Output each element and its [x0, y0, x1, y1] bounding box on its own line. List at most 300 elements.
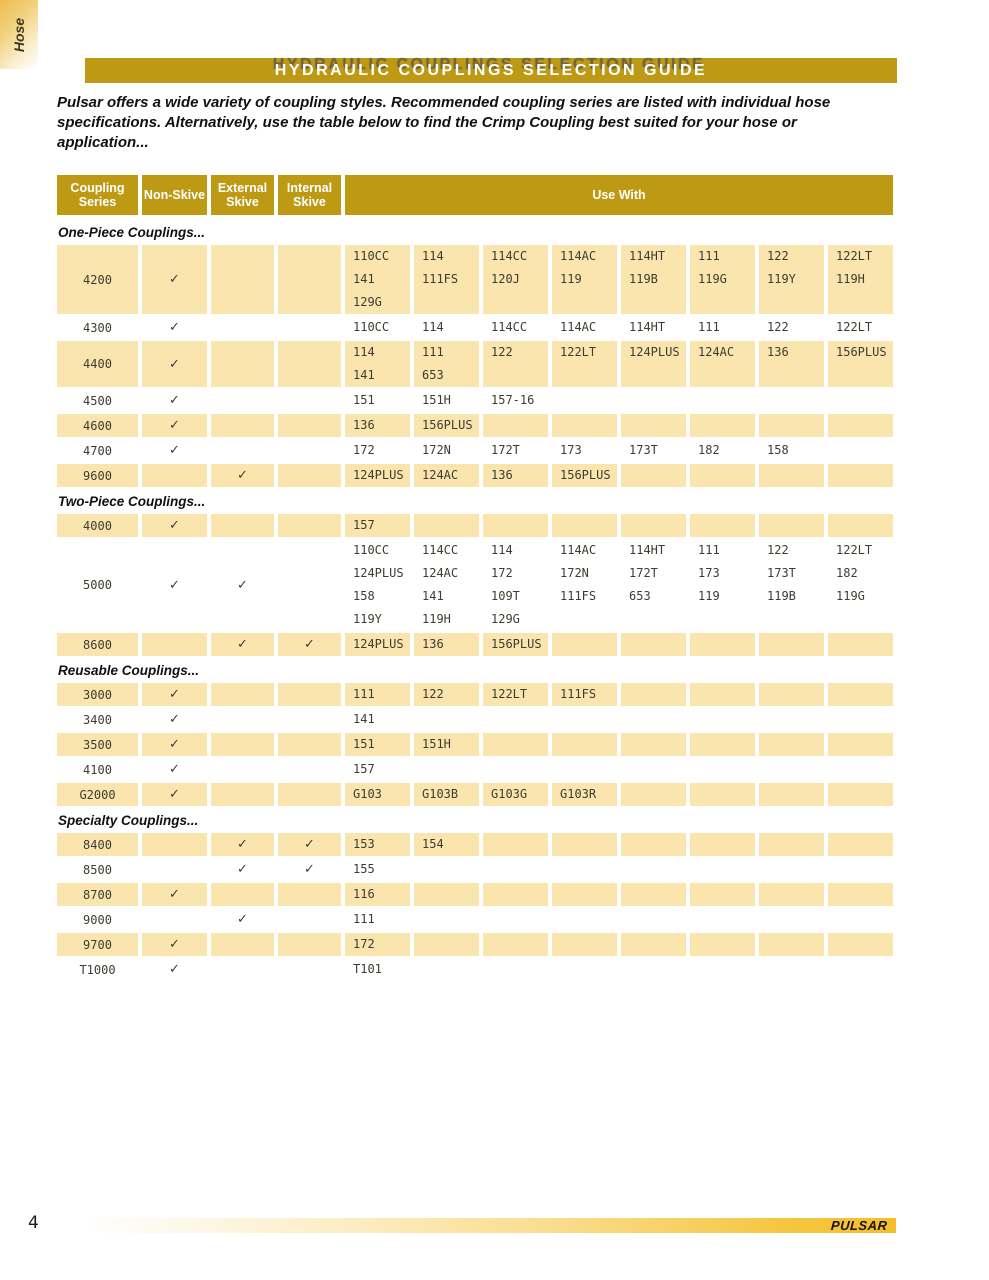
use-with-value: 156PLUS [560, 468, 611, 482]
use-with-value: 156PLUS [422, 418, 473, 432]
use-with-cell [828, 883, 893, 906]
internal-check-cell [278, 539, 341, 631]
use-with-cell [483, 733, 548, 756]
use-with-cell [414, 245, 479, 314]
use-with-cell [414, 908, 479, 931]
use-with-cell [414, 833, 479, 856]
use-with-cell [690, 958, 755, 981]
use-with-cell [345, 908, 410, 931]
use-with-value: 158 [767, 443, 789, 457]
use-with-value: 119B [629, 272, 658, 286]
use-with-cell [621, 958, 686, 981]
table-body [57, 220, 893, 981]
use-with-cell [690, 908, 755, 931]
use-with-cell [759, 341, 824, 387]
use-with-value: 114 [422, 320, 444, 334]
use-with-cell [621, 833, 686, 856]
use-with-cell [621, 858, 686, 881]
use-with-value: 129G [491, 612, 520, 626]
use-with-cell [759, 783, 824, 806]
use-with-value: 172 [353, 443, 375, 457]
use-with-cell [483, 439, 548, 462]
use-with-cell [552, 908, 617, 931]
use-with-cell [621, 733, 686, 756]
use-with-value: 173 [560, 443, 582, 457]
external-check-cell [211, 245, 274, 314]
use-with-cell [414, 883, 479, 906]
internal-check-cell [278, 908, 341, 931]
hose-side-tab [0, 0, 38, 69]
use-with-value: 119Y [353, 612, 382, 626]
use-with-cell [552, 316, 617, 339]
use-with-cell [759, 439, 824, 462]
use-with-cell [414, 858, 479, 881]
use-with-cell [828, 439, 893, 462]
non-skive-check-cell: ✓ [142, 245, 207, 314]
use-with-value: 172N [560, 566, 589, 580]
non-skive-check-cell [142, 858, 207, 881]
use-with-value: 111FS [560, 687, 597, 701]
use-with-cell [345, 633, 410, 656]
use-with-value: 151H [422, 737, 451, 751]
use-with-value: 156PLUS [836, 345, 887, 359]
use-with-cell [483, 514, 548, 537]
use-with-value: 119B [767, 589, 796, 603]
use-with-value: G103G [491, 787, 528, 801]
non-skive-check-cell: ✓ [142, 341, 207, 387]
use-with-cell [828, 539, 893, 631]
use-with-value: 124AC [422, 468, 459, 482]
use-with-value: 119G [698, 272, 727, 286]
use-with-cell [483, 833, 548, 856]
use-with-value: 122LT [560, 345, 597, 359]
use-with-value: 110CC [353, 320, 390, 334]
series-cell: 9600 [57, 464, 138, 487]
series-cell: 8700 [57, 883, 138, 906]
use-with-value: 116 [353, 887, 375, 901]
non-skive-check-cell: ✓ [142, 783, 207, 806]
use-with-cell [690, 783, 755, 806]
use-with-cell [483, 758, 548, 781]
use-with-value: 157 [353, 762, 375, 776]
internal-check-cell [278, 245, 341, 314]
series-cell: 4400 [57, 341, 138, 387]
use-with-cell [828, 958, 893, 981]
use-with-cell [483, 539, 548, 631]
external-check-cell [211, 389, 274, 412]
section-label: Specialty Couplings... [58, 813, 199, 828]
use-with-cell [759, 389, 824, 412]
use-with-cell [414, 389, 479, 412]
external-check-cell: ✓ [237, 577, 248, 593]
use-with-cell [552, 683, 617, 706]
internal-check-cell: ✓ [278, 833, 341, 856]
use-with-value: 119 [698, 589, 720, 603]
use-with-value: 114AC [560, 320, 597, 334]
header-use-with: Use With [345, 175, 893, 215]
use-with-value: 111 [353, 912, 375, 926]
use-with-cell [345, 833, 410, 856]
use-with-value: 111 [422, 345, 444, 359]
use-with-value: 141 [353, 712, 375, 726]
use-with-cell [483, 389, 548, 412]
use-with-cell [483, 633, 548, 656]
use-with-cell [828, 833, 893, 856]
use-with-cell [552, 464, 617, 487]
use-with-cell [828, 683, 893, 706]
use-with-value: 136 [422, 637, 444, 651]
external-check-cell [211, 933, 274, 956]
use-with-value: 156PLUS [491, 637, 542, 651]
use-with-cell [621, 758, 686, 781]
table-header-row [57, 175, 893, 215]
use-with-cell [621, 389, 686, 412]
use-with-value: 119H [836, 272, 865, 286]
use-with-cell [690, 683, 755, 706]
use-with-value: 114 [491, 543, 513, 557]
internal-check-cell [278, 758, 341, 781]
section-label: Reusable Couplings... [58, 663, 200, 678]
use-with-cell [552, 833, 617, 856]
use-with-cell [552, 341, 617, 387]
use-with-cell [345, 708, 410, 731]
use-with-value: 151 [353, 737, 375, 751]
use-with-value: 119G [836, 589, 865, 603]
page-title-bar [85, 58, 897, 83]
use-with-cell [828, 341, 893, 387]
use-with-value: G103R [560, 787, 597, 801]
use-with-cell [690, 733, 755, 756]
use-with-value: 114AC [560, 249, 597, 263]
non-skive-check-cell [142, 633, 207, 656]
use-with-cell [759, 908, 824, 931]
use-with-cell [552, 439, 617, 462]
series-cell: T1000 [79, 962, 116, 977]
use-with-value: 136 [767, 345, 789, 359]
external-check-cell [211, 683, 274, 706]
use-with-cell [552, 883, 617, 906]
series-cell: 3400 [83, 712, 112, 727]
use-with-value: 136 [491, 468, 513, 482]
use-with-value: G103B [422, 787, 459, 801]
use-with-value: 141 [353, 272, 375, 286]
use-with-value: 114HT [629, 249, 666, 263]
use-with-cell [759, 833, 824, 856]
non-skive-check-cell: ✓ [142, 514, 207, 537]
use-with-cell [345, 514, 410, 537]
non-skive-check-cell: ✓ [169, 393, 180, 408]
use-with-cell [621, 414, 686, 437]
use-with-cell [483, 245, 548, 314]
series-cell: 4200 [57, 245, 138, 314]
page-number: 4 [28, 1213, 39, 1233]
external-check-cell [211, 958, 274, 981]
use-with-cell [345, 733, 410, 756]
use-with-value: 124AC [422, 566, 459, 580]
external-check-cell [211, 883, 274, 906]
use-with-cell [345, 958, 410, 981]
use-with-cell [828, 389, 893, 412]
use-with-value: 114CC [422, 543, 459, 557]
use-with-cell [483, 858, 548, 881]
use-with-value: 122 [767, 249, 789, 263]
use-with-cell [621, 883, 686, 906]
use-with-cell [759, 933, 824, 956]
use-with-cell [345, 783, 410, 806]
external-check-cell [211, 316, 274, 339]
use-with-cell [690, 758, 755, 781]
header-external-skive: External Skive [211, 175, 274, 215]
series-cell: 4300 [83, 320, 112, 335]
use-with-cell [414, 539, 479, 631]
use-with-cell [690, 858, 755, 881]
use-with-cell [621, 908, 686, 931]
use-with-cell [828, 933, 893, 956]
internal-check-cell [278, 316, 341, 339]
use-with-cell [483, 464, 548, 487]
use-with-cell [828, 733, 893, 756]
use-with-cell [345, 883, 410, 906]
internal-check-cell [278, 341, 341, 387]
use-with-value: 173T [767, 566, 796, 580]
use-with-cell [414, 958, 479, 981]
page-title: HYDRAULIC COUPLINGS SELECTION GUIDE [274, 61, 708, 79]
use-with-value: 653 [422, 368, 444, 382]
use-with-cell [552, 858, 617, 881]
use-with-cell [414, 341, 479, 387]
use-with-cell [759, 539, 824, 631]
use-with-cell [759, 245, 824, 314]
series-cell: 4500 [83, 393, 112, 408]
use-with-cell [621, 633, 686, 656]
header-non-skive: Non-Skive [142, 175, 207, 215]
use-with-value: 111 [698, 543, 720, 557]
use-with-cell [552, 539, 617, 631]
use-with-cell [828, 514, 893, 537]
header-internal-skive: Internal Skive [278, 175, 341, 215]
series-cell: G2000 [57, 783, 138, 806]
use-with-value: 111FS [560, 589, 597, 603]
use-with-value: 157-16 [491, 393, 535, 407]
external-check-cell: ✓ [211, 633, 274, 656]
use-with-cell [345, 341, 410, 387]
use-with-value: 114HT [629, 320, 666, 334]
use-with-value: 136 [353, 418, 375, 432]
use-with-cell [552, 514, 617, 537]
external-check-cell [211, 439, 274, 462]
series-cell: 3500 [57, 733, 138, 756]
external-check-cell: ✓ [237, 862, 248, 877]
use-with-cell [552, 733, 617, 756]
use-with-cell [828, 708, 893, 731]
external-check-cell [211, 708, 274, 731]
use-with-value: 151H [422, 393, 451, 407]
use-with-cell [828, 858, 893, 881]
use-with-cell [690, 633, 755, 656]
use-with-cell [483, 341, 548, 387]
intro-line: Pulsar offers a wide variety of coupling styles. Recommended coupling series are listed with individual hose [57, 94, 831, 111]
use-with-value: 172T [491, 443, 520, 457]
non-skive-check-cell: ✓ [169, 320, 180, 335]
use-with-cell [414, 464, 479, 487]
use-with-value: 122 [422, 687, 444, 701]
use-with-cell [759, 733, 824, 756]
use-with-cell [759, 464, 824, 487]
external-check-cell: ✓ [211, 464, 274, 487]
use-with-value: 122 [767, 320, 789, 334]
use-with-cell [759, 316, 824, 339]
use-with-cell [690, 316, 755, 339]
use-with-cell [690, 414, 755, 437]
use-with-value: 111 [698, 249, 720, 263]
use-with-cell [345, 933, 410, 956]
internal-check-cell [278, 464, 341, 487]
use-with-value: 111FS [422, 272, 459, 286]
use-with-value: 151 [353, 393, 375, 407]
use-with-cell [621, 439, 686, 462]
use-with-value: T101 [353, 962, 382, 976]
use-with-value: 172 [491, 566, 513, 580]
intro-line: specifications. Alternatively, use the table below to find the Crimp Coupling best suited for your hose or [57, 114, 797, 131]
use-with-value: 109T [491, 589, 520, 603]
external-check-cell [211, 733, 274, 756]
use-with-value: 122LT [836, 249, 873, 263]
use-with-cell [552, 633, 617, 656]
use-with-cell [483, 883, 548, 906]
couplings-selection-table [57, 175, 893, 981]
use-with-cell [414, 514, 479, 537]
use-with-value: 141 [353, 368, 375, 382]
use-with-value: 110CC [353, 543, 390, 557]
use-with-value: 653 [629, 589, 651, 603]
use-with-value: 172N [422, 443, 451, 457]
use-with-cell [690, 245, 755, 314]
use-with-cell [690, 933, 755, 956]
use-with-cell [759, 758, 824, 781]
use-with-cell [552, 708, 617, 731]
internal-check-cell [278, 958, 341, 981]
use-with-cell [414, 933, 479, 956]
internal-check-cell [278, 883, 341, 906]
external-check-cell [211, 783, 274, 806]
intro-paragraph [57, 93, 902, 153]
use-with-cell [552, 245, 617, 314]
use-with-cell [483, 908, 548, 931]
series-cell: 8400 [57, 833, 138, 856]
use-with-cell [621, 514, 686, 537]
use-with-cell [345, 758, 410, 781]
use-with-value: 172T [629, 566, 658, 580]
use-with-value: 111 [353, 687, 375, 701]
intro-line: application... [57, 134, 149, 151]
use-with-cell [483, 783, 548, 806]
use-with-cell [759, 858, 824, 881]
use-with-cell [483, 958, 548, 981]
use-with-value: 124PLUS [353, 637, 404, 651]
use-with-cell [828, 758, 893, 781]
use-with-value: 122LT [836, 320, 873, 334]
use-with-value: 114HT [629, 543, 666, 557]
non-skive-check-cell: ✓ [142, 414, 207, 437]
use-with-value: 124PLUS [353, 468, 404, 482]
internal-check-cell [278, 683, 341, 706]
use-with-cell [690, 883, 755, 906]
use-with-cell [828, 464, 893, 487]
use-with-cell [690, 833, 755, 856]
use-with-cell [345, 316, 410, 339]
use-with-cell [621, 464, 686, 487]
external-check-cell [211, 414, 274, 437]
series-cell: 4700 [83, 443, 112, 458]
use-with-value: 155 [353, 862, 375, 876]
non-skive-check-cell: ✓ [169, 712, 180, 727]
internal-check-cell [278, 783, 341, 806]
use-with-cell [483, 708, 548, 731]
use-with-value: 110CC [353, 249, 390, 263]
non-skive-check-cell: ✓ [142, 733, 207, 756]
use-with-value: 114 [422, 249, 444, 263]
use-with-value: 182 [836, 566, 858, 580]
non-skive-check-cell [142, 908, 207, 931]
section-label: One-Piece Couplings... [58, 225, 206, 240]
use-with-value: 182 [698, 443, 720, 457]
internal-check-cell [278, 933, 341, 956]
use-with-cell [483, 933, 548, 956]
use-with-cell [414, 414, 479, 437]
non-skive-check-cell: ✓ [169, 443, 180, 458]
use-with-value: 158 [353, 589, 375, 603]
use-with-cell [759, 683, 824, 706]
use-with-value: 114CC [491, 249, 528, 263]
use-with-cell [414, 316, 479, 339]
non-skive-check-cell: ✓ [142, 883, 207, 906]
use-with-value: 114CC [491, 320, 528, 334]
internal-check-cell [278, 389, 341, 412]
use-with-cell [690, 439, 755, 462]
footer-gradient-bar [85, 1218, 896, 1233]
use-with-cell [552, 958, 617, 981]
use-with-value: 154 [422, 837, 444, 851]
use-with-cell [759, 414, 824, 437]
internal-check-cell: ✓ [278, 633, 341, 656]
use-with-value: 119Y [767, 272, 796, 286]
series-cell: 9000 [83, 912, 112, 927]
non-skive-check-cell [142, 464, 207, 487]
use-with-cell [621, 933, 686, 956]
use-with-cell [483, 414, 548, 437]
use-with-value: G103 [353, 787, 382, 801]
use-with-value: 122LT [836, 543, 873, 557]
use-with-cell [690, 341, 755, 387]
use-with-value: 122LT [491, 687, 528, 701]
non-skive-check-cell: ✓ [169, 962, 180, 977]
use-with-cell [345, 464, 410, 487]
section-label: Two-Piece Couplings... [58, 494, 206, 509]
use-with-cell [345, 389, 410, 412]
use-with-value: 120J [491, 272, 520, 286]
series-cell: 8500 [83, 862, 112, 877]
use-with-cell [690, 539, 755, 631]
internal-check-cell [278, 514, 341, 537]
use-with-cell [414, 439, 479, 462]
use-with-value: 172 [353, 937, 375, 951]
header-coupling-series: Coupling Series [57, 175, 138, 215]
internal-check-cell: ✓ [304, 862, 315, 877]
use-with-cell [828, 245, 893, 314]
use-with-cell [690, 514, 755, 537]
non-skive-check-cell: ✓ [142, 933, 207, 956]
external-check-cell [211, 341, 274, 387]
